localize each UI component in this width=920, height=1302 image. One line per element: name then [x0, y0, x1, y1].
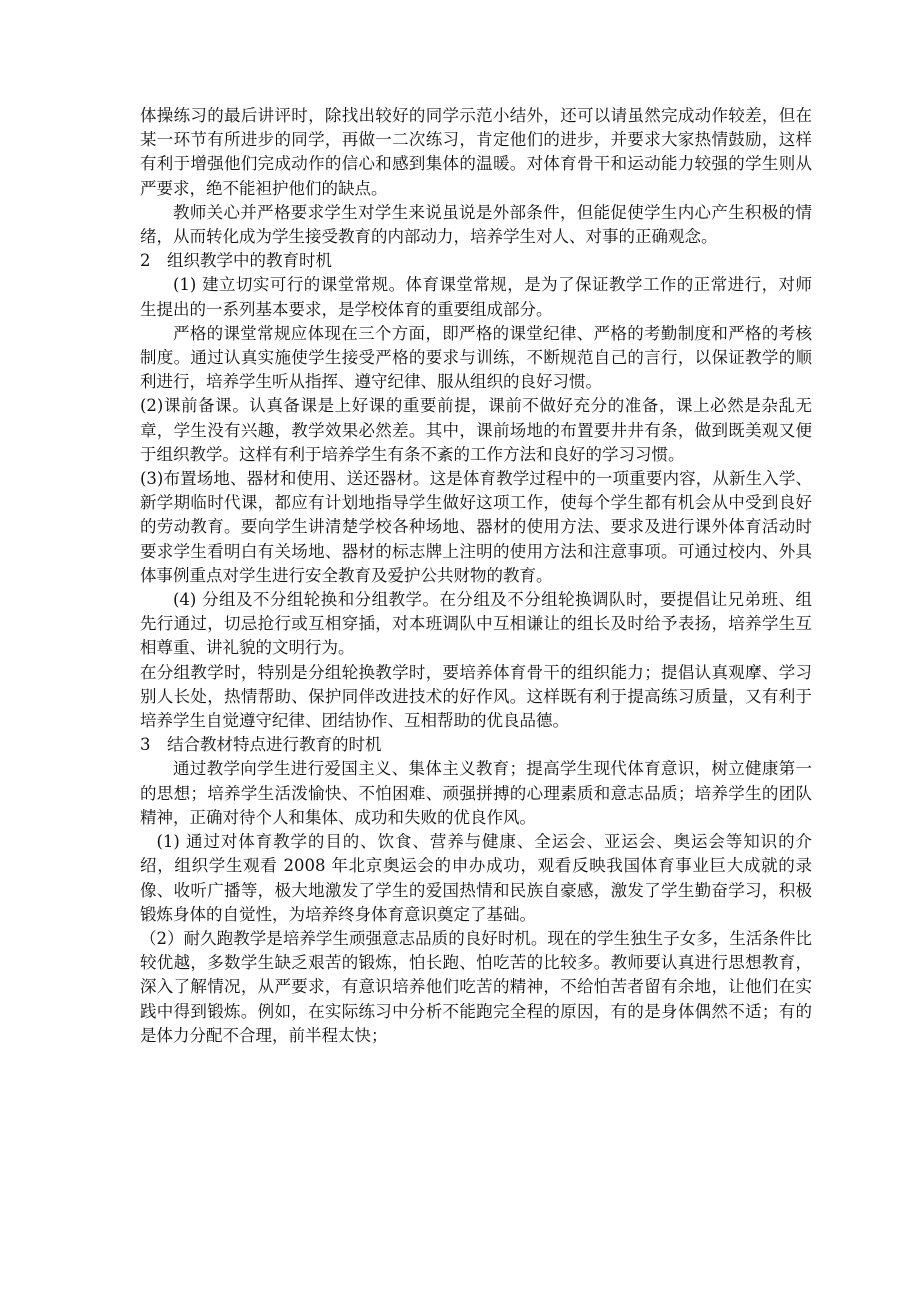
paragraph-lesson-prep: (2)课前备课。认真备课是上好课的重要前提，课前不做好充分的准备，课上必然是杂乱无章，学生没有兴趣，教学效果必然差。其中，课前场地的布置要井井有条，做到既美观又便于组织教学。这样有利于培养学生有条不紊的工作方法和良好的学习习惯。: [140, 396, 812, 464]
paragraph-teacher-care: 教师关心并严格要求学生对学生来说虽说是外部条件，但能促使学生内心产生积极的情绪，从而转化成为学生接受教育的内部动力，培养学生对人、对事的正确观念。: [140, 202, 812, 247]
paragraph-classroom-routine: (1) 建立切实可行的课堂常规。体育课堂常规，是为了保证教学工作的正常进行，对师生提出的一系列基本要求，是学校体育的重要组成部分。: [140, 275, 812, 319]
paragraph-group-rotation: (4) 分组及不分组轮换和分组教学。在分组及不分组轮换调队时，要提倡让兄弟班、组先行通过，切忌抢行或互相穿插，对本班调队中互相谦让的组长及时给予表扬，培养学生互相尊重、讲礼貌的文明行为。: [140, 590, 812, 658]
paragraph-group-teaching: 在分组教学时，特别是分组轮换教学时，要培养体育骨干的组织能力；提倡认真观摩、学习别人长处，热情帮助、保护同伴改进技术的好作风。这样既有利于提高练习质量，又有利于培养学生自觉遵守纪律、团结协作、互相帮助的优良品德。: [140, 662, 812, 731]
document-body: [140, 104, 812, 1048]
section-heading-3: 3 结合教材特点进行教育的时机: [140, 735, 382, 755]
paragraph-endurance-run: （2）耐久跑教学是培养学生顽强意志品质的良好时机。现在的学生独生子女多，生活条件比较优越，多数学生缺乏艰苦的锻炼，怕长跑、怕吃苦的比较多。教师要认真进行思想教育，深入了解情况，从严要求，有意识培养他们吃苦的精神，不给怕苦者留有余地，让他们在实践中得到锻炼。例如，在实际练习中分析不能跑完全程的原因，有的是身体偶然不适；有的是体力分配不合理，前半程太快；: [140, 928, 812, 1045]
paragraph-equipment: (3)布置场地、器材和使用、送还器材。这是体育教学过程中的一项重要内容，从新生入学、新学期临时代课，都应有计划地指导学生做好这项工作，使每个学生都有机会从中受到良好的劳动教育。要向学生讲清楚学校各种场地、器材的使用方法、要求及进行课外体育活动时要求学生看明白有关场地、器材的标志牌上注明的使用方法和注意事项。可通过校内、外具体事例重点对学生进行安全教育及爱护公共财物的教育。: [140, 469, 812, 585]
paragraph-strict-routine: 严格的课堂常规应体现在三个方面，即严格的课堂纪律、严格的考勤制度和严格的考核制度。通过认真实施使学生接受严格的要求与训练，不断规范自己的言行，以保证教学的顺利进行，培养学生听从指挥、遵守纪律、服从组织的良好习惯。: [140, 323, 812, 392]
section-heading-2: 2 组织教学中的教育时机: [140, 251, 332, 271]
paragraph-intro-gymnastics: 体操练习的最后讲评时，除找出较好的同学示范小结外，还可以请虽然完成动作较差，但在某一环节有所进步的同学，再做一二次练习，肯定他们的进步，并要求大家热情鼓励，这样有利于增强他们完成动作的信心和感到集体的温暖。对体育骨干和运动能力较强的学生则从严要求，绝不能袒护他们的缺点。: [140, 106, 812, 198]
paragraph-patriotism: 通过教学向学生进行爱国主义、集体主义教育；提高学生现代体育意识，树立健康第一的思想；培养学生活泼愉快、不怕困难、顽强拼搏的心理素质和意志品质；培养学生的团队精神，正确对待个人和集体、成功和失败的优良作风。: [140, 759, 812, 827]
paragraph-olympics: (1) 通过对体育教学的目的、饮食、营养与健康、全运会、亚运会、奥运会等知识的介绍，组织学生观看 2008 年北京奥运会的申办成功，观看反映我国体育事业巨大成就的录像、收听广播等，极大地激发了学生的爱国热情和民族自豪感，激发了学生勤奋学习，积极锻炼身体的自觉性，为培养终身体育意识奠定了基础。: [140, 832, 812, 924]
